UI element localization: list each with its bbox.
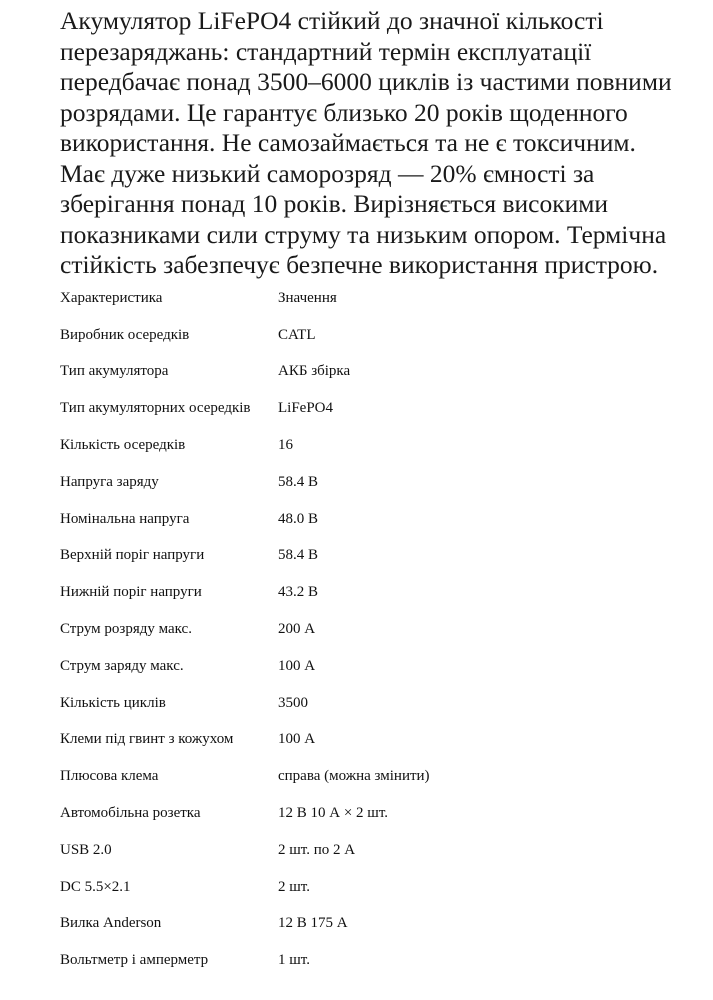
table-row (60, 685, 578, 722)
spec-key: DC 5.5×2.1 (60, 878, 131, 895)
spec-key: Тип акумуляторних осередків (60, 400, 251, 417)
table-row (60, 722, 578, 759)
spec-value: 48.0 В (278, 510, 319, 527)
spec-value: LiFePO4 (278, 400, 334, 417)
table-row (60, 832, 578, 869)
spec-value: 12 В 175 А (278, 915, 348, 932)
table-row (60, 574, 578, 611)
spec-value: 43.2 В (278, 584, 319, 601)
spec-key: Кількість циклів (60, 694, 166, 711)
description-line: Акумулятор LiFePO4 стійкий до значної кількості (60, 6, 604, 35)
spec-key: Вилка Anderson (60, 915, 162, 932)
spec-key: Виробник осередків (60, 326, 190, 343)
column-header-characteristic: Характеристика (60, 289, 163, 306)
description-line: зберігання понад 10 років. Вирізняється високими (60, 189, 609, 218)
spec-key: Нижній поріг напруги (60, 584, 202, 601)
table-row (60, 906, 578, 943)
description-line: показниками сили струму та низьким опором. Термічна (60, 219, 667, 249)
spec-value: 12 В 10 А × 2 шт. (278, 805, 389, 822)
spec-value: 1 шт. (278, 952, 310, 969)
spec-value: 58.4 В (278, 547, 319, 564)
table-row (60, 464, 578, 501)
table-row (60, 501, 578, 538)
spec-key: Кількість осередків (60, 437, 186, 454)
spec-value: 100 А (278, 657, 316, 674)
spec-value: 3500 (278, 694, 308, 711)
description-line: передбачає понад 3500–6000 циклів із частими повними (60, 67, 672, 96)
spec-value: 2 шт. по 2 А (278, 841, 356, 858)
table-header-row (60, 280, 578, 317)
spec-key: Номінальна напруга (60, 510, 190, 527)
table-row (60, 942, 578, 979)
spec-value: АКБ збірка (278, 363, 351, 380)
spec-key: Вольтметр і амперметр (60, 952, 209, 969)
spec-value: 100 А (278, 731, 316, 748)
table-row (60, 317, 578, 354)
spec-value: 16 (278, 437, 293, 454)
description-paragraph (60, 6, 710, 281)
spec-value: 58.4 В (278, 473, 319, 490)
spec-key: Верхній поріг напруги (60, 547, 205, 564)
table-row (60, 869, 578, 906)
spec-key: Плюсова клема (60, 768, 159, 785)
table-row (60, 758, 578, 795)
spec-key: USB 2.0 (60, 841, 112, 858)
description-line: Має дуже низький саморозряд — 20% ємності за (60, 158, 595, 188)
spec-value: справа (можна змінити) (278, 768, 430, 785)
description-line: розрядами. Це гарантує близько 20 років щоденного (60, 97, 628, 127)
table-row (60, 795, 578, 832)
spec-value: CATL (278, 326, 316, 343)
spec-value: 200 А (278, 621, 316, 638)
column-header-value: Значення (278, 289, 337, 306)
table-row (60, 354, 578, 391)
spec-key: Клеми під гвинт з кожухом (60, 731, 234, 748)
spec-key: Струм заряду макс. (60, 657, 184, 674)
spec-key: Автомобільна розетка (60, 805, 201, 822)
spec-key: Струм розряду макс. (60, 621, 192, 638)
spec-key: Тип акумулятора (60, 363, 169, 380)
description-line: перезаряджань: стандартний термін експлуатації (60, 36, 592, 66)
table-row (60, 427, 578, 464)
specifications-table (60, 280, 578, 979)
spec-key: Напруга заряду (60, 473, 159, 490)
table-row (60, 648, 578, 685)
table-row (60, 390, 578, 427)
description-line: стійкість забезпечує безпечне використання пристрою. (60, 250, 659, 279)
description-line: використання. Не самозаймається та не є токсичним. (60, 128, 636, 157)
table-row (60, 611, 578, 648)
spec-value: 2 шт. (278, 878, 310, 895)
table-row (60, 538, 578, 575)
